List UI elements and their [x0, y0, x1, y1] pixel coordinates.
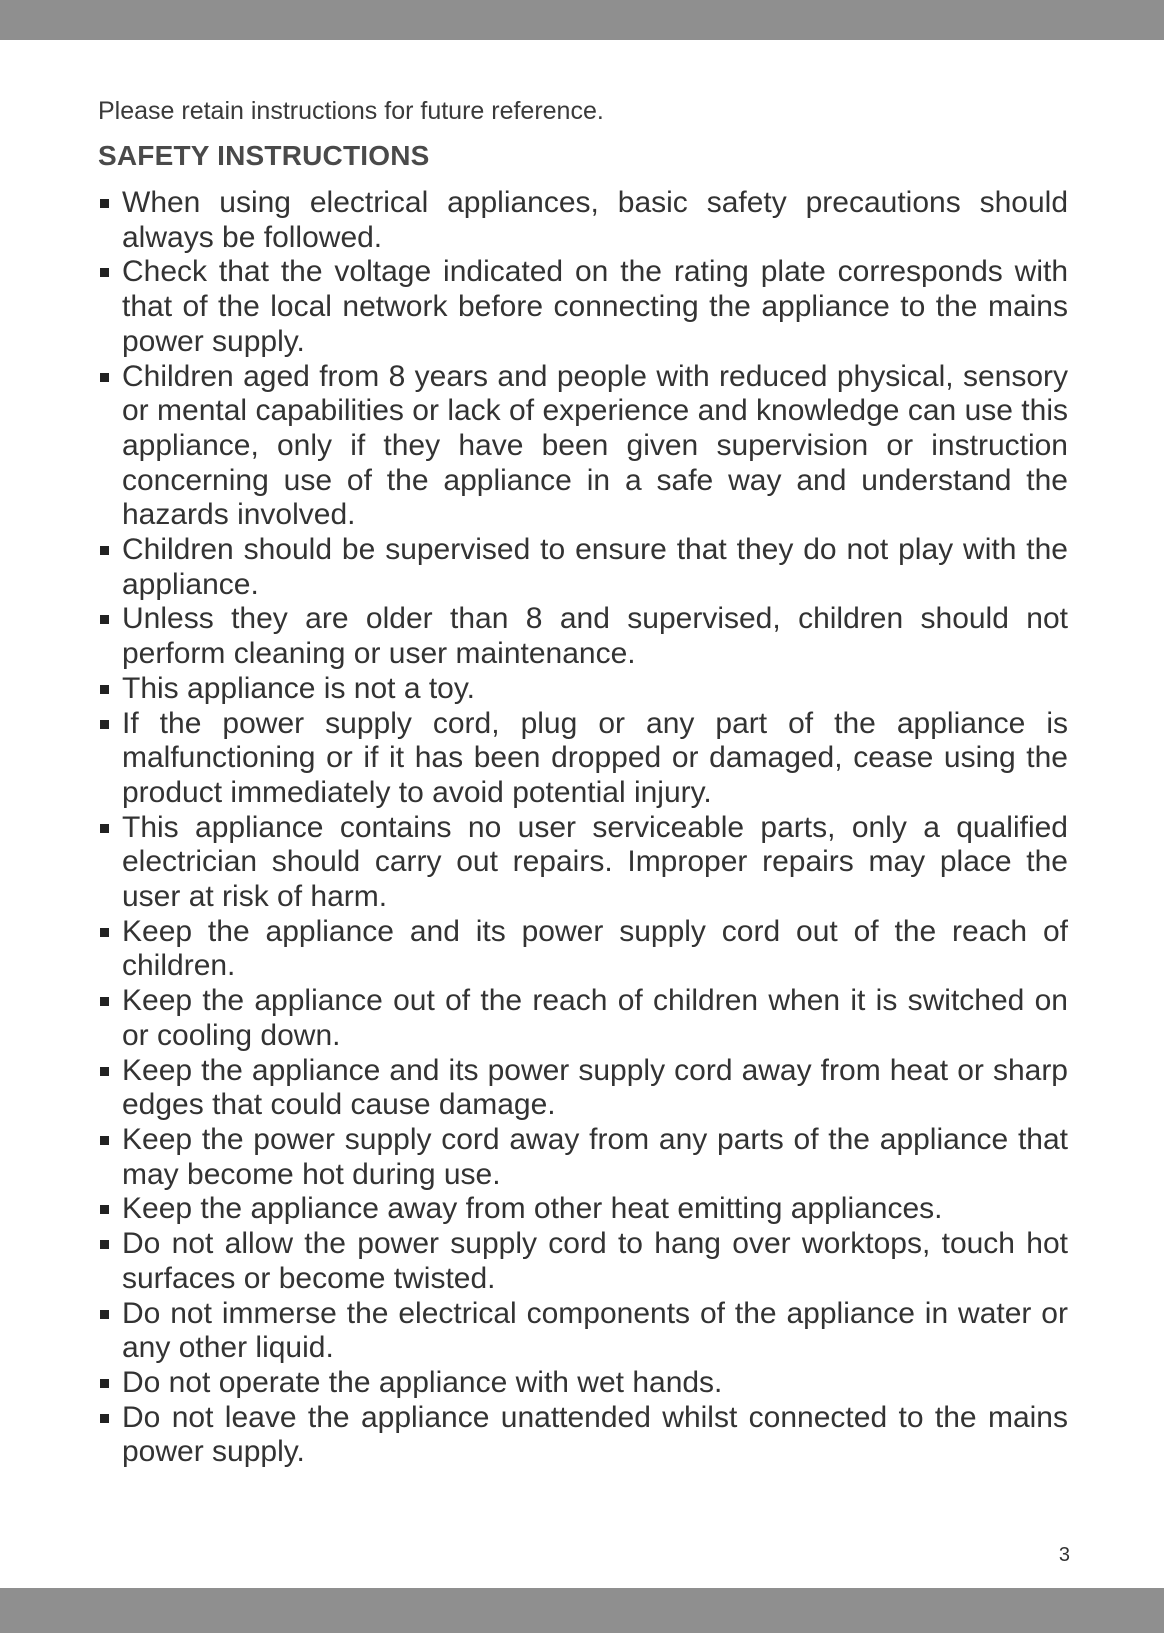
bullet-icon: [100, 1205, 109, 1214]
list-item-text: Children should be supervised to ensure that they do not play with the appliance.: [122, 533, 1068, 601]
bullet-icon: [100, 1310, 109, 1319]
list-item: [98, 1366, 1068, 1401]
list-item-text: Check that the voltage indicated on the rating plate corresponds with that of the local network before connecting the appliance to the mains power supply.: [122, 255, 1068, 358]
list-item-text: Unless they are older than 8 and supervised, children should not perform cleaning or user maintenance.: [122, 602, 1068, 671]
top-band: [0, 0, 1164, 40]
list-item-text: When using electrical appliances, basic safety precautions should always be followed.: [122, 186, 1068, 254]
section-heading: SAFETY INSTRUCTIONS: [98, 140, 430, 171]
safety-list: [98, 186, 1068, 1470]
list-item: [98, 1401, 1068, 1470]
list-item: [98, 186, 1068, 255]
bullet-icon: [100, 824, 109, 833]
list-item: [98, 533, 1068, 602]
bottom-band: [0, 1588, 1164, 1633]
intro-text: Please retain instructions for future reference.: [98, 97, 604, 125]
list-item-text: Do not operate the appliance with wet hands.: [122, 1365, 723, 1399]
bullet-icon: [100, 1379, 109, 1388]
list-item: [98, 811, 1068, 915]
bullet-icon: [100, 1136, 109, 1145]
bullet-icon: [100, 928, 109, 937]
list-item: [98, 1123, 1068, 1192]
list-item: [98, 1192, 1068, 1227]
bullet-icon: [100, 373, 109, 382]
bullet-icon: [100, 1414, 109, 1423]
list-item-text: This appliance is not a toy.: [122, 671, 475, 705]
list-item: [98, 1227, 1068, 1296]
list-item: [98, 672, 1068, 707]
list-item: [98, 255, 1068, 359]
list-item-text: Do not allow the power supply cord to hang over worktops, touch hot surfaces or become twisted.: [122, 1227, 1068, 1295]
list-item-text: Do not immerse the electrical components of the appliance in water or any other liquid.: [122, 1296, 1068, 1365]
list-item-text: If the power supply cord, plug or any part of the appliance is malfunctioning or if it has been dropped or damaged, cease using the product immediately to avoid potential injury.: [122, 706, 1068, 809]
bullet-icon: [100, 997, 109, 1006]
list-item: [98, 360, 1068, 534]
list-item: [98, 707, 1068, 811]
list-item: [98, 984, 1068, 1053]
bullet-icon: [100, 1240, 109, 1249]
bullet-icon: [100, 1067, 109, 1076]
bullet-icon: [100, 615, 109, 624]
bullet-icon: [100, 268, 109, 277]
list-item-text: This appliance contains no user serviceable parts, only a qualified electrician should carry out repairs. Improper repairs may place the user at risk of harm.: [122, 810, 1068, 914]
list-item-text: Do not leave the appliance unattended whilst connected to the mains power supply.: [122, 1400, 1068, 1469]
bullet-icon: [100, 685, 109, 694]
list-item: [98, 1054, 1068, 1123]
list-item-text: Keep the appliance out of the reach of children when it is switched on or cooling down.: [122, 984, 1068, 1052]
bullet-icon: [100, 720, 109, 729]
bullet-icon: [100, 199, 109, 208]
list-item: [98, 915, 1068, 984]
page-content: [98, 92, 1068, 1470]
list-item-text: Keep the appliance and its power supply cord out of the reach of children.: [122, 914, 1068, 983]
page-number: 3: [1058, 1544, 1070, 1566]
list-item-text: Keep the appliance away from other heat emitting appliances.: [122, 1192, 943, 1226]
bullet-icon: [100, 546, 109, 555]
list-item-text: Keep the power supply cord away from any parts of the appliance that may become hot during use.: [122, 1122, 1068, 1191]
list-item-text: Keep the appliance and its power supply cord away from heat or sharp edges that could cause damage.: [122, 1053, 1068, 1122]
list-item: [98, 602, 1068, 671]
list-item-text: Children aged from 8 years and people with reduced physical, sensory or mental capabilities or lack of experience and knowledge can use this appliance, only if they have been given supervision or instruction concerning use of the appliance in a safe way and understand the hazards involved.: [122, 359, 1068, 532]
list-item: [98, 1297, 1068, 1366]
